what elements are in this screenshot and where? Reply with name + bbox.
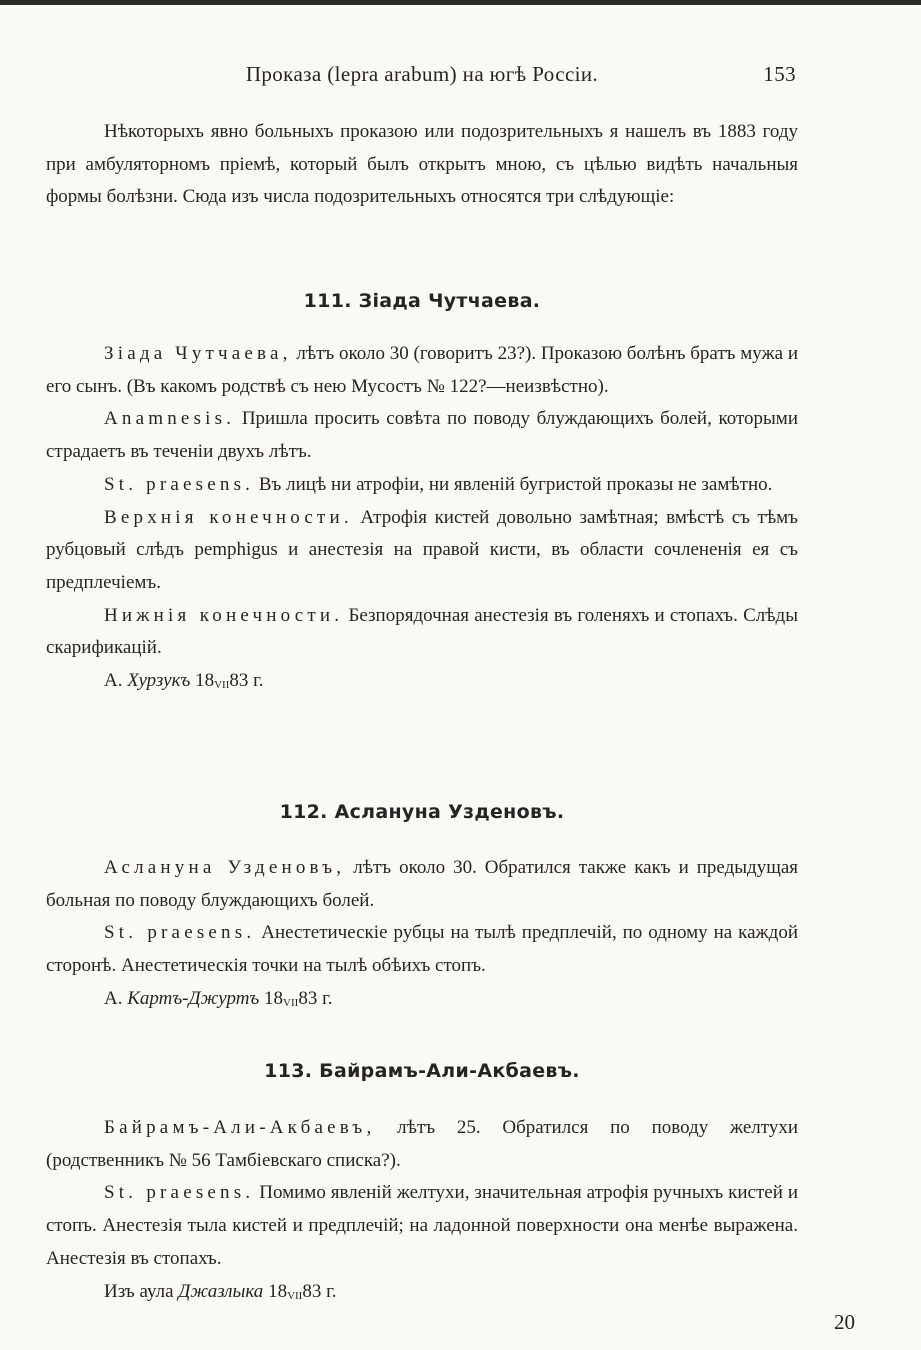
paragraph-text: Помимо явленій желтухи, значительная атрофія ручныхъ кистей и стопъ. Анестезія тыла кистей и предплечій; на ладонной поверхности она менѣе выражена. Анестезія въ стопахъ. xyxy=(46,1182,798,1269)
case-111-place-date xyxy=(46,665,798,702)
place-name: Джазлыка xyxy=(178,1280,264,1302)
page-number: 153 xyxy=(763,62,796,86)
section-label: Anamnesis. xyxy=(104,408,236,430)
place-name: Хурзукъ xyxy=(127,670,191,692)
patient-name: Аслануна Узденовъ, xyxy=(104,857,346,878)
case-113-place-date xyxy=(46,1276,798,1313)
date-month: VII xyxy=(287,1289,303,1302)
place-name: Картъ-Джуртъ xyxy=(127,987,260,1009)
paragraph-text: Безпорядочная анестезія въ голеняхъ и стопахъ. Слѣды скарификацій. xyxy=(46,604,798,659)
case-113-status xyxy=(46,1177,798,1275)
case-111-body xyxy=(46,338,798,702)
date-year: 83 г. xyxy=(302,1280,337,1302)
section-label: St. praesens. xyxy=(104,473,255,495)
paragraph-text: Пришла просить совѣта по поводу блуждающихъ болей, которыми страдаетъ въ теченіи двухъ лѣтъ. xyxy=(46,408,798,463)
paragraph-text: лѣтъ 25. Обратился по поводу желтухи (родственникъ № 56 Тамбіевскаго списка?). xyxy=(46,1117,798,1171)
intro-paragraph: Нѣкоторыхъ явно больныхъ проказою или подозрительныхъ я нашелъ въ 1883 году при амбуляторномъ пріемѣ, который былъ открытъ мною, съ цѣлью видѣть начальныя формы болѣзни. Сюда изъ числа подозрительныхъ относятся три слѣдующіе: xyxy=(46,121,798,208)
case-112-body xyxy=(46,852,798,1020)
case-112-status xyxy=(46,917,798,982)
section-label: Верхнія конечности. xyxy=(104,506,353,528)
date-month: VII xyxy=(214,679,230,692)
paragraph-text: лѣтъ около 30. Обратился также какъ и предыдущая больная по поводу блуждающихъ болей. xyxy=(46,857,799,911)
case-112-paragraph-1 xyxy=(46,852,798,917)
case-113-body xyxy=(46,1112,798,1312)
paragraph-text: Въ лицѣ ни атрофіи, ни явленій бугристой проказы не замѣтно. xyxy=(254,473,773,495)
date-day: 18 xyxy=(259,987,284,1009)
case-111-lower-limbs xyxy=(46,600,798,665)
case-113-heading: 113. Байрамъ-Али-Акбаевъ. xyxy=(264,1060,580,1082)
paragraph-text: Анестетическіе рубцы на тылѣ предплечій, по одному на каждой сторонѣ. Анестетическія точки на тылѣ обѣихъ стопъ. xyxy=(46,922,798,977)
paragraph-text: лѣтъ около 30 (говоритъ 23?). Проказою болѣнъ братъ мужа и его сынъ. (Въ какомъ родствѣ съ нею Мусостъ № 122?—неизвѣстно). xyxy=(46,343,798,397)
case-112-place-date xyxy=(46,983,798,1020)
running-header xyxy=(46,62,798,94)
section-label: St. praesens. xyxy=(104,922,256,944)
date-day: 18 xyxy=(190,670,215,692)
section-label: St. praesens. xyxy=(104,1182,255,1204)
patient-name: Зіада Чутчаева, xyxy=(104,343,292,364)
date-year: 83 г. xyxy=(298,987,333,1009)
date-month: VII xyxy=(283,996,299,1009)
case-112-heading: 112. Аслануна Узденовъ. xyxy=(279,801,565,823)
running-title: Проказа (lepra arabum) на югѣ Россіи. xyxy=(245,62,599,86)
case-111-anamnesis xyxy=(46,403,798,468)
place-prefix: А. xyxy=(104,670,128,692)
patient-name: Байрамъ-Али-Акбаевъ, xyxy=(104,1117,376,1138)
paragraph-text: Атрофія кистей довольно замѣтная; вмѣстѣ съ тѣмъ рубцовый слѣдъ pemphigus и анестезія на правой кисти, въ области сочлененія ея съ предплечіемъ. xyxy=(46,506,798,593)
case-113-paragraph-1 xyxy=(46,1112,798,1177)
section-label: Нижнія конечности. xyxy=(104,604,344,626)
case-111-upper-limbs xyxy=(46,502,798,600)
book-page xyxy=(46,0,798,1350)
date-year: 83 г. xyxy=(229,670,264,692)
case-111-paragraph-1 xyxy=(46,338,798,403)
place-prefix: Изъ аула xyxy=(104,1280,179,1302)
signature-number: 20 xyxy=(834,1310,855,1334)
date-day: 18 xyxy=(263,1280,288,1302)
place-prefix: А. xyxy=(104,987,128,1009)
case-111-status xyxy=(46,469,798,502)
case-111-heading: 111. Зіада Чутчаева. xyxy=(303,290,541,312)
